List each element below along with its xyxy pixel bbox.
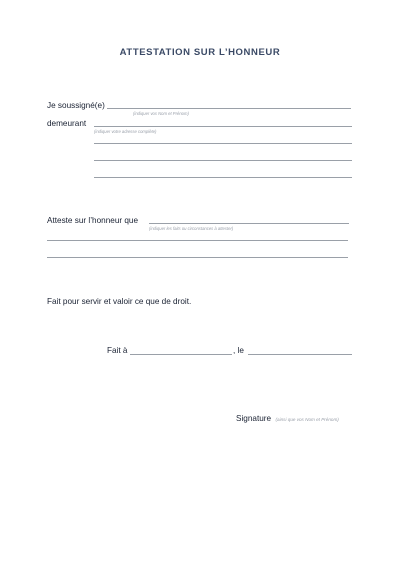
signature-label: Signature xyxy=(236,414,272,423)
formule-text: Fait pour servir et valoir ce que de droit. xyxy=(47,297,192,306)
address-line-2[interactable] xyxy=(94,143,352,144)
date-line[interactable] xyxy=(248,354,352,355)
address-line-3[interactable] xyxy=(94,160,352,161)
lieu-line[interactable] xyxy=(130,354,232,355)
soussigne-label: Je soussigné(e) xyxy=(47,101,105,110)
atteste-line-1[interactable] xyxy=(149,223,349,224)
address-line-4[interactable] xyxy=(94,177,352,178)
page-title: ATTESTATION SUR L’HONNEUR xyxy=(119,47,281,58)
soussigne-hint: (indiquer vos Nom et Prénom) xyxy=(133,111,189,116)
signature-hint: (ainsi que vos Nom et Prénom) xyxy=(275,417,339,422)
soussigne-name-line[interactable] xyxy=(107,108,351,109)
atteste-label: Atteste sur l’honneur que xyxy=(47,216,139,225)
demeurant-hint: (indiquer votre adresse complète) xyxy=(94,129,157,134)
atteste-line-2[interactable] xyxy=(47,240,348,241)
atteste-line-3[interactable] xyxy=(47,257,348,258)
fait-a-label: Fait à xyxy=(107,346,128,355)
signature-block[interactable] xyxy=(236,408,339,426)
le-label: , le xyxy=(233,346,244,355)
address-line-1[interactable] xyxy=(94,126,352,127)
demeurant-label: demeurant xyxy=(47,119,87,128)
atteste-hint: (indiquer les faits ou circonstances à attester) xyxy=(149,226,234,231)
